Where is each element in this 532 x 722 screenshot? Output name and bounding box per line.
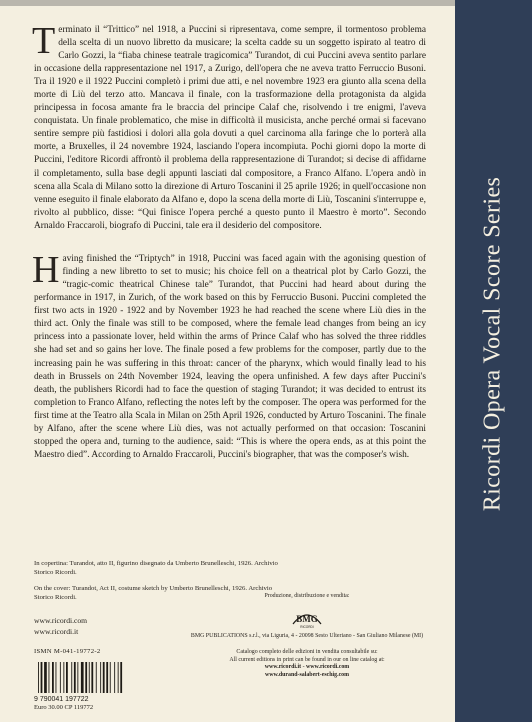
svg-text:BMG: BMG xyxy=(296,613,318,624)
bmg-logo-icon xyxy=(285,604,329,630)
website-link[interactable]: www.ricordi.it xyxy=(34,627,79,637)
catalog-italian: Catalogo completo delle edizioni in vendita consultabile su: xyxy=(236,649,378,656)
price-line: Euro 30.00 CP 119772 xyxy=(34,704,94,711)
english-text: aving finished the “Triptych” in 1918, Puccini was faced again with the agonising question of finding a new libretto to set to music; his choice fell on a theatrical plot by Carlo Gozzi, the “tragic-comic theatrical Chinese tale” Turandot, that Puccini had heard about during the performance in 1917, in Zurich, of the work based on this by Ferruccio Busoni. Puccini completed the first two acts in 1920 - 1922 and by November 1923 he had reached the scene where Liù dies in the third act. Only the finale was still to be composed, where the female lead changes from being an icy princess into a passionate lover, held within the arms of Prince Calaf who has solved the three riddles she had set and so gains her love. The finale posed a few problems for the composer, partly due to the increasing pain he was suffering in this throat: cancer of the pharynx, which would finally lead to his death in Brussels on 24th November 1924, leaving the opera unfinished. A few days after Puccini's death, the publishers Ricordi had to face the question of staging Turandot; it was decided to entrust its completion to Franco Alfano, reflecting the notes left by the composer. The opera was performed for the first time at the Teatro alla Scala in Milan on 25th April 1926, conducted by Arturo Toscanini. The finale by Alfano, after the scene where Liù dies, was not actually performed on that occasion: Toscanini stopped the opera and, turning to the audience, said: “This is where the opera ends, as at this point the Maestro died”. According to Arnaldo Fraccaroli, Puccini's biographer, that was the composer's wish. xyxy=(34,253,426,461)
caption-english: On the cover: Turandot, Act II, costume sketch by Umberto Brunelleschi, 1926. Archivio Storico Ricordi. xyxy=(34,585,273,602)
website-link[interactable]: www.ricordi.com xyxy=(34,616,88,625)
websites xyxy=(34,615,87,638)
top-strip xyxy=(0,0,532,6)
italian-text: erminato il “Trittico” nel 1918, a Puccini si ripresentava, come sempre, il tormentoso problema della scelta di un nuovo libretto da musicare; la scelta cadde su un soggetto ispirato al teatro di Carlo Gozzi, la “fiaba chinese teatrale tragicomica” Turandot, di cui Puccini aveva sentito parlare in occasione della rappresentazione nel 1917, a Zurigo, dell'opera che ne aveva tratto Ferruccio Busoni. Tra il 1920 e il 1922 Puccini completò i primi due atti, e nel novembre 1923 era giunto alla scena della morte di Liù del terzo atto. Mancava il finale, con la trasformazione della protagonista da algida principessa in focosa amante fra le braccia del principe Calaf che, risolvendo i tre enigmi, l'aveva conquistata. Un finale problematico, che mise in difficoltà il musicista, anche perché ormai si facevano sentire sempre più fastidiosi i dolori alla gola dovuti a quel carcinoma alla faringe che lo porterà alla morte, a Bruxelles, il 24 novembre 1924, lasciando l'opera incompiuta. Pochi giorni dopo la morte di Puccini, l'editore Ricordi affrontò il problema della rappresentazione di Turandot; si decise di affidarne il completamento, sulla base degli appunti lasciati dal compositore, a Franco Alfano. L'opera andò in scena alla Scala di Milano sotto la direzione di Arturo Toscanini il 25 aprile 1926; in quell'occasione non venne eseguito il finale elaborato da Alfano e, dopo la scena della morte di Liù, Toscanini s'interruppe e, rivolto al pubblico, disse: “Qui finisce l'opera perché a questo punto il Maestro è morto”. Secondo Arnaldo Fraccaroli, biografo di Puccini, tale era il desiderio del compositore. xyxy=(34,25,426,231)
catalog-url[interactable]: www.durand-salabert-eschig.com xyxy=(264,671,350,678)
catalog-url[interactable]: www.ricordi.it xyxy=(264,664,302,671)
catalog-english: All current editions in print can be found in our on line catalog at: xyxy=(229,656,385,663)
publisher-address: BMG PUBLICATIONS s.r.l., via Liguria, 4 - 20098 Sesto Ulteriano - San Giuliano Milanese (MI) xyxy=(190,632,424,639)
caption-italian: In copertina: Turandot, atto II, figurino disegnato da Umberto Brunelleschi, 1926. Archivio Storico Ricordi. xyxy=(34,560,278,577)
italian-paragraph xyxy=(32,20,426,233)
drop-cap-italian: T xyxy=(32,20,56,62)
catalog-url[interactable]: www.ricordi.com xyxy=(306,664,350,671)
barcode xyxy=(34,662,154,702)
text-column xyxy=(32,20,426,462)
ismn-code: ISMN M-041-19772-2 xyxy=(34,648,101,655)
catalog-notice: Catalogo completo delle edizioni in vendita consultabile su: All current editions in print can be found in our on line catalog at: www.ricordi.it - www.ricordi.com www.durand-salabert-eschig.com xyxy=(172,649,442,679)
production-line: Produzione, distribuzione e vendita: xyxy=(264,593,350,599)
publisher-credits xyxy=(172,593,442,680)
series-title: Ricordi Opera Vocal Score Series xyxy=(479,176,506,512)
barcode-number: 9 790041 197722 xyxy=(34,696,89,702)
english-paragraph xyxy=(32,248,426,463)
svg-text:RICORDI: RICORDI xyxy=(300,624,314,629)
drop-cap-english: H xyxy=(32,248,60,291)
